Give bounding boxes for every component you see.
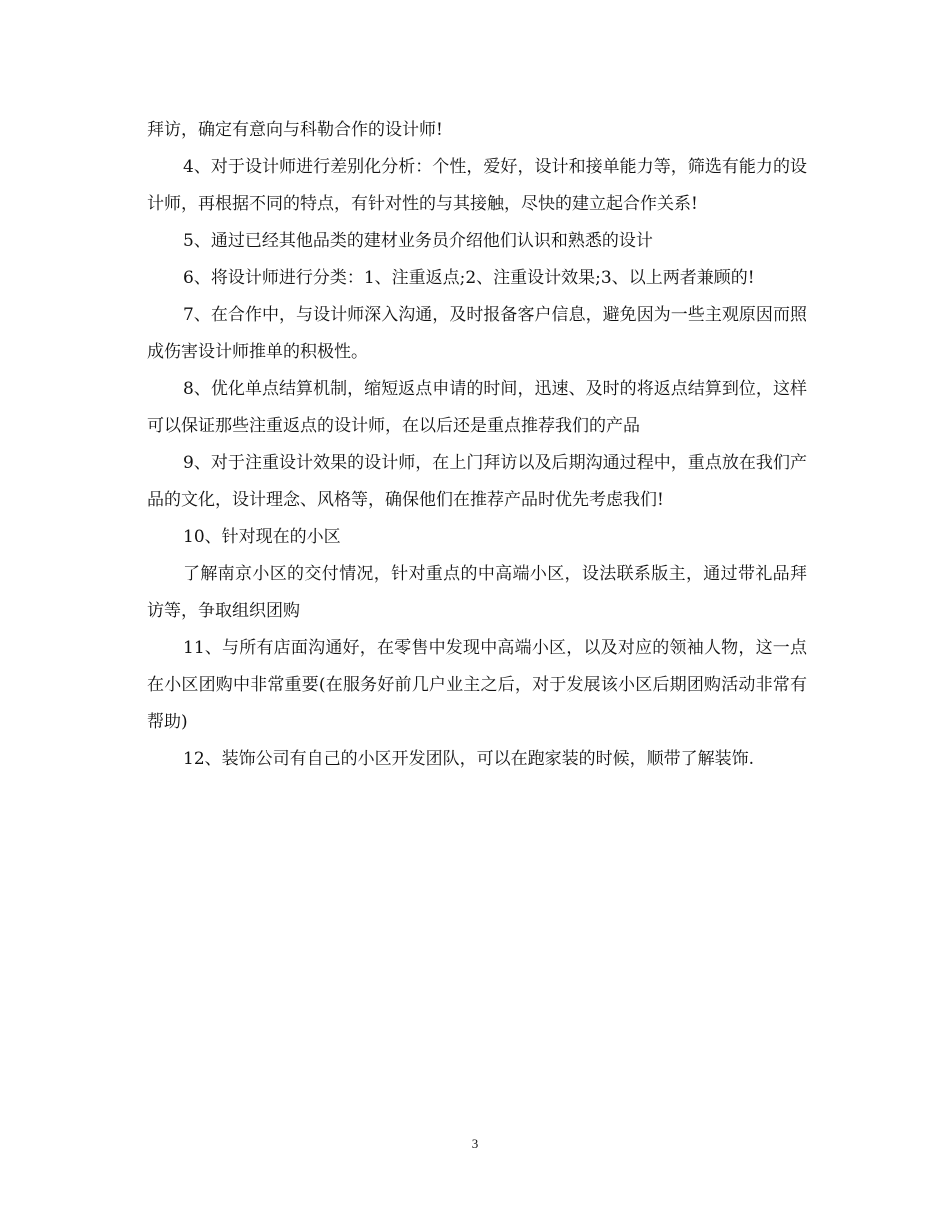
document-body bbox=[147, 112, 807, 778]
paragraph-item-7: 7、在合作中，与设计师深入沟通，及时报备客户信息，避免因为一些主观原因而照成伤害设计师推单的积极性。 bbox=[147, 305, 807, 362]
paragraph-item-11: 11、与所有店面沟通好，在零售中发现中高端小区，以及对应的领袖人物，这一点在小区团购中非常重要(在服务好前几户业主之后，对于发展该小区后期团购活动非常有帮助) bbox=[147, 638, 807, 732]
page-number: 3 bbox=[471, 1136, 479, 1151]
paragraph-item-12: 12、装饰公司有自己的小区开发团队，可以在跑家装的时候，顺带了解装饰. bbox=[183, 749, 755, 769]
paragraph-continued: 拜访，确定有意向与科勒合作的设计师! bbox=[147, 120, 443, 140]
paragraph-item-6: 6、将设计师进行分类：1、注重返点;2、注重设计效果;3、以上两者兼顾的! bbox=[183, 268, 755, 288]
paragraph-item-4: 4、对于设计师进行差别化分析：个性，爱好，设计和接单能力等，筛选有能力的设计师，再根据不同的特点，有针对性的与其接触，尽快的建立起合作关系! bbox=[147, 157, 807, 214]
paragraph-item-10: 10、针对现在的小区 bbox=[183, 527, 341, 547]
paragraph-item-9: 9、对于注重设计效果的设计师，在上门拜访以及后期沟通过程中，重点放在我们产品的文化，设计理念、风格等，确保他们在推荐产品时优先考虑我们! bbox=[147, 453, 807, 510]
paragraph-item-8: 8、优化单点结算机制，缩短返点申请的时间，迅速、及时的将返点结算到位，这样可以保证那些注重返点的设计师，在以后还是重点推荐我们的产品 bbox=[147, 379, 807, 436]
paragraph-item-10-detail: 了解南京小区的交付情况，针对重点的中高端小区，设法联系版主，通过带礼品拜访等，争取组织团购 bbox=[147, 564, 807, 621]
paragraph-item-5: 5、通过已经其他品类的建材业务员介绍他们认识和熟悉的设计 bbox=[183, 231, 653, 251]
